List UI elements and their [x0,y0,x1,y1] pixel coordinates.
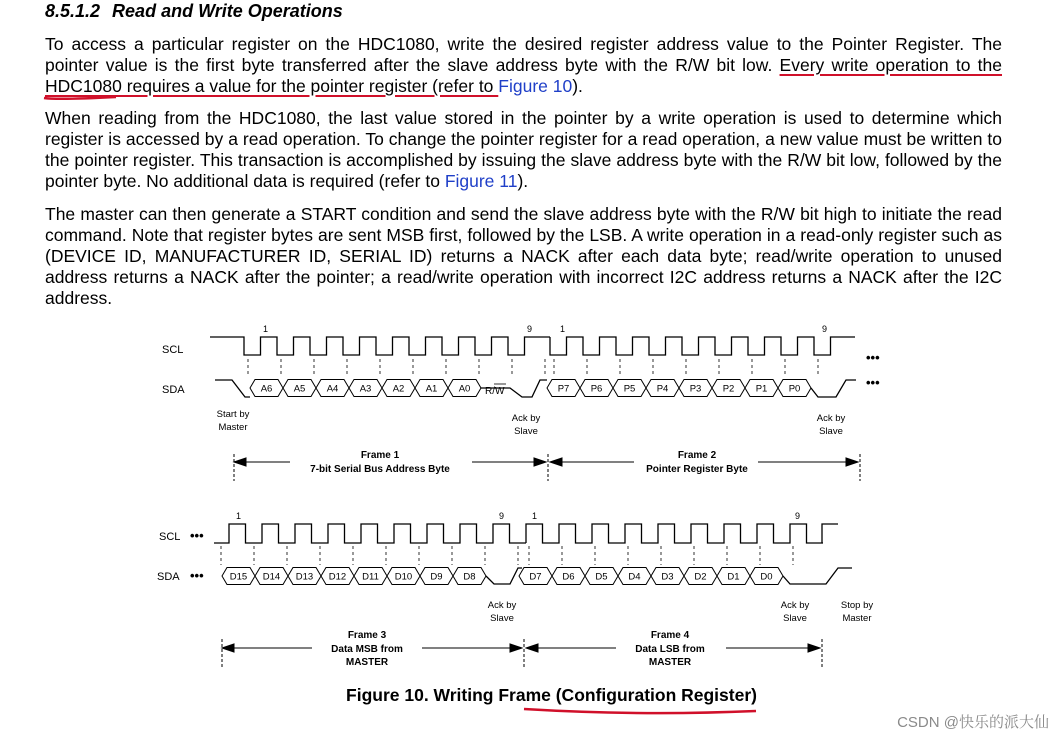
ack-by-slave-3-line2: Slave [490,613,514,624]
pointer-bit-label-p4: P4 [656,383,669,395]
bottom-scl-ellipsis: ••• [190,528,204,543]
ack-by-slave-2-line1: Ack by [816,413,846,424]
top-sda-waveform [215,380,856,398]
bottom-scl-waveform [214,524,838,543]
paragraph-3 [45,204,1002,309]
section-heading [45,1,343,22]
figure-caption [20,685,1063,706]
address-bit-label-a6: A6 [260,383,273,395]
bottom-clock-dividers [221,546,793,565]
data-msb-bit-label-d13: D13 [295,571,314,583]
ack-by-slave-1-line1: Ack by [511,413,541,424]
data-lsb-bit-label-d0: D0 [760,571,773,583]
frame-1-description: 7-bit Serial Bus Address Byte [310,464,450,475]
section-number: 8.5.1.2 [45,1,101,21]
paragraph-3-text: The master can then generate a START condition and send the slave address byte with the R/W bit high to initiate the read command. Note that register bytes are sent MSB first, followed by the LSB. A write operation in a read-only register such as (DEVICE ID, MANUFACTURER ID, SERIAL ID) returns a NACK after each data byte; read/write operation to unused address returns a NACK after the pointer; a read/write operation with incorrect I2C address returns a NACK after the I2C address. [45,204,1002,308]
pointer-bit-label-p7: P7 [557,383,570,395]
frame-2-title: Frame 2 [677,450,717,461]
watermark: CSDN @快乐的派大仙 [897,714,1049,731]
data-lsb-bit-label-d3: D3 [661,571,674,583]
rw-bit-label: R/W [485,386,505,397]
data-lsb-bit-label-d7: D7 [529,571,542,583]
pointer-bit-label-p3: P3 [689,383,702,395]
caption-annotation-underline [520,704,760,718]
paragraph-2-text: When reading from the HDC1080, the last value stored in the pointer by a write operation is used to determine which register is accessed by a read operation. To change the pointer register for a read operation, a new value must be written to the pointer register. This transaction is accomplished by issuing the slave address byte with the R/W bit low, followed by the pointer byte. No additional data is required (refer to [45,108,1002,191]
data-msb-bit-label-d14: D14 [262,571,281,583]
data-lsb-bit-label-d2: D2 [694,571,707,583]
data-lsb-bit-label-d1: D1 [727,571,740,583]
stop-by-master-line1: Stop by [840,600,874,611]
pointer-bit-label-p0: P0 [788,383,801,395]
paragraph-2-end: ). [517,171,529,191]
figure-caption-prefix: Figure 10. Writing Frame [346,685,556,705]
top-sda-ellipsis: ••• [866,375,880,390]
top-clock-dividers [248,359,818,377]
top-sda-label: SDA [162,384,185,396]
top-scl-ellipsis: ••• [866,350,880,365]
ack-by-slave-1-line2: Slave [514,426,538,437]
frame-4-description-1: Data LSB from [635,644,705,655]
address-bit-label-a1: A1 [425,383,438,395]
timing-diagram [0,315,1063,685]
data-msb-bit-label-d10: D10 [394,571,413,583]
pointer-bit-label-p5: P5 [623,383,636,395]
top-clock-mark-9: 9 [527,324,533,334]
section-title: Read and Write Operations [112,1,343,21]
address-bit-label-a3: A3 [359,383,372,395]
frame-3-title: Frame 3 [347,630,387,641]
top-clock-mark-1: 1 [263,324,269,334]
start-by-master-line2: Master [218,422,248,433]
data-msb-bit-label-d8: D8 [463,571,476,583]
frame-4-description-2: MASTER [648,657,692,668]
bottom-sda-label: SDA [157,571,180,583]
ack-by-slave-4-line1: Ack by [780,600,810,611]
top-scl-label: SCL [162,344,184,356]
paragraph-2 [45,108,1002,192]
frame-2-description: Pointer Register Byte [646,464,748,475]
pointer-bit-label-p6: P6 [590,383,603,395]
bottom-sda-ellipsis: ••• [190,568,204,583]
figure-11-link[interactable]: Figure 11 [444,171,518,191]
paragraph-1 [45,34,1002,97]
frame-4-title: Frame 4 [650,630,690,641]
address-bit-label-a2: A2 [392,383,405,395]
address-bit-label-a4: A4 [326,383,339,395]
data-msb-bit-label-d15: D15 [229,571,248,583]
bottom-sda-waveform [222,568,852,585]
frame-3-description-2: MASTER [345,657,389,668]
pointer-bit-label-p1: P1 [755,383,768,395]
bottom-clock-mark-9b: 9 [795,511,801,521]
data-msb-bit-label-d11: D11 [362,571,379,583]
data-lsb-bit-label-d6: D6 [562,571,575,583]
frame-1-title: Frame 1 [360,450,400,461]
paragraph-1-text: To access a particular register on the HDC1080, write the desired register address value to the Pointer Register. The pointer value is the first byte transferred after the slave address byte with the R/W bit low. [45,34,1002,75]
bottom-scl-label: SCL [159,531,181,543]
pointer-bit-label-p2: P2 [722,383,735,395]
figure-10-link[interactable]: Figure 10 [498,76,573,96]
ack-by-slave-2-line2: Slave [819,426,843,437]
ack-by-slave-3-line1: Ack by [487,600,517,611]
start-by-master-line1: Start by [216,409,250,420]
data-msb-bit-label-d12: D12 [328,571,347,583]
bottom-clock-mark-1b: 1 [532,511,538,521]
bottom-clock-mark-1: 1 [236,511,242,521]
paragraph-1-underlined-text: Every write operation to the HDC1080 requires a value for the pointer register (refer to [45,55,1002,96]
data-lsb-bit-label-d5: D5 [595,571,608,583]
figure-caption-highlight: (Configuration Register) [555,685,757,705]
top-clock-mark-9b: 9 [822,324,828,334]
bottom-clock-mark-9: 9 [499,511,505,521]
address-bit-label-a0: A0 [458,383,471,395]
top-clock-mark-1b: 1 [560,324,566,334]
frame-3-description-1: Data MSB from [331,644,403,655]
paragraph-1-end: ). [572,76,583,96]
address-bit-label-a5: A5 [293,383,306,395]
ack-by-slave-4-line2: Slave [783,613,807,624]
data-lsb-bit-label-d4: D4 [628,571,641,583]
stop-by-master-line2: Master [842,613,872,624]
top-scl-waveform [210,337,855,355]
data-msb-bit-label-d9: D9 [430,571,443,583]
